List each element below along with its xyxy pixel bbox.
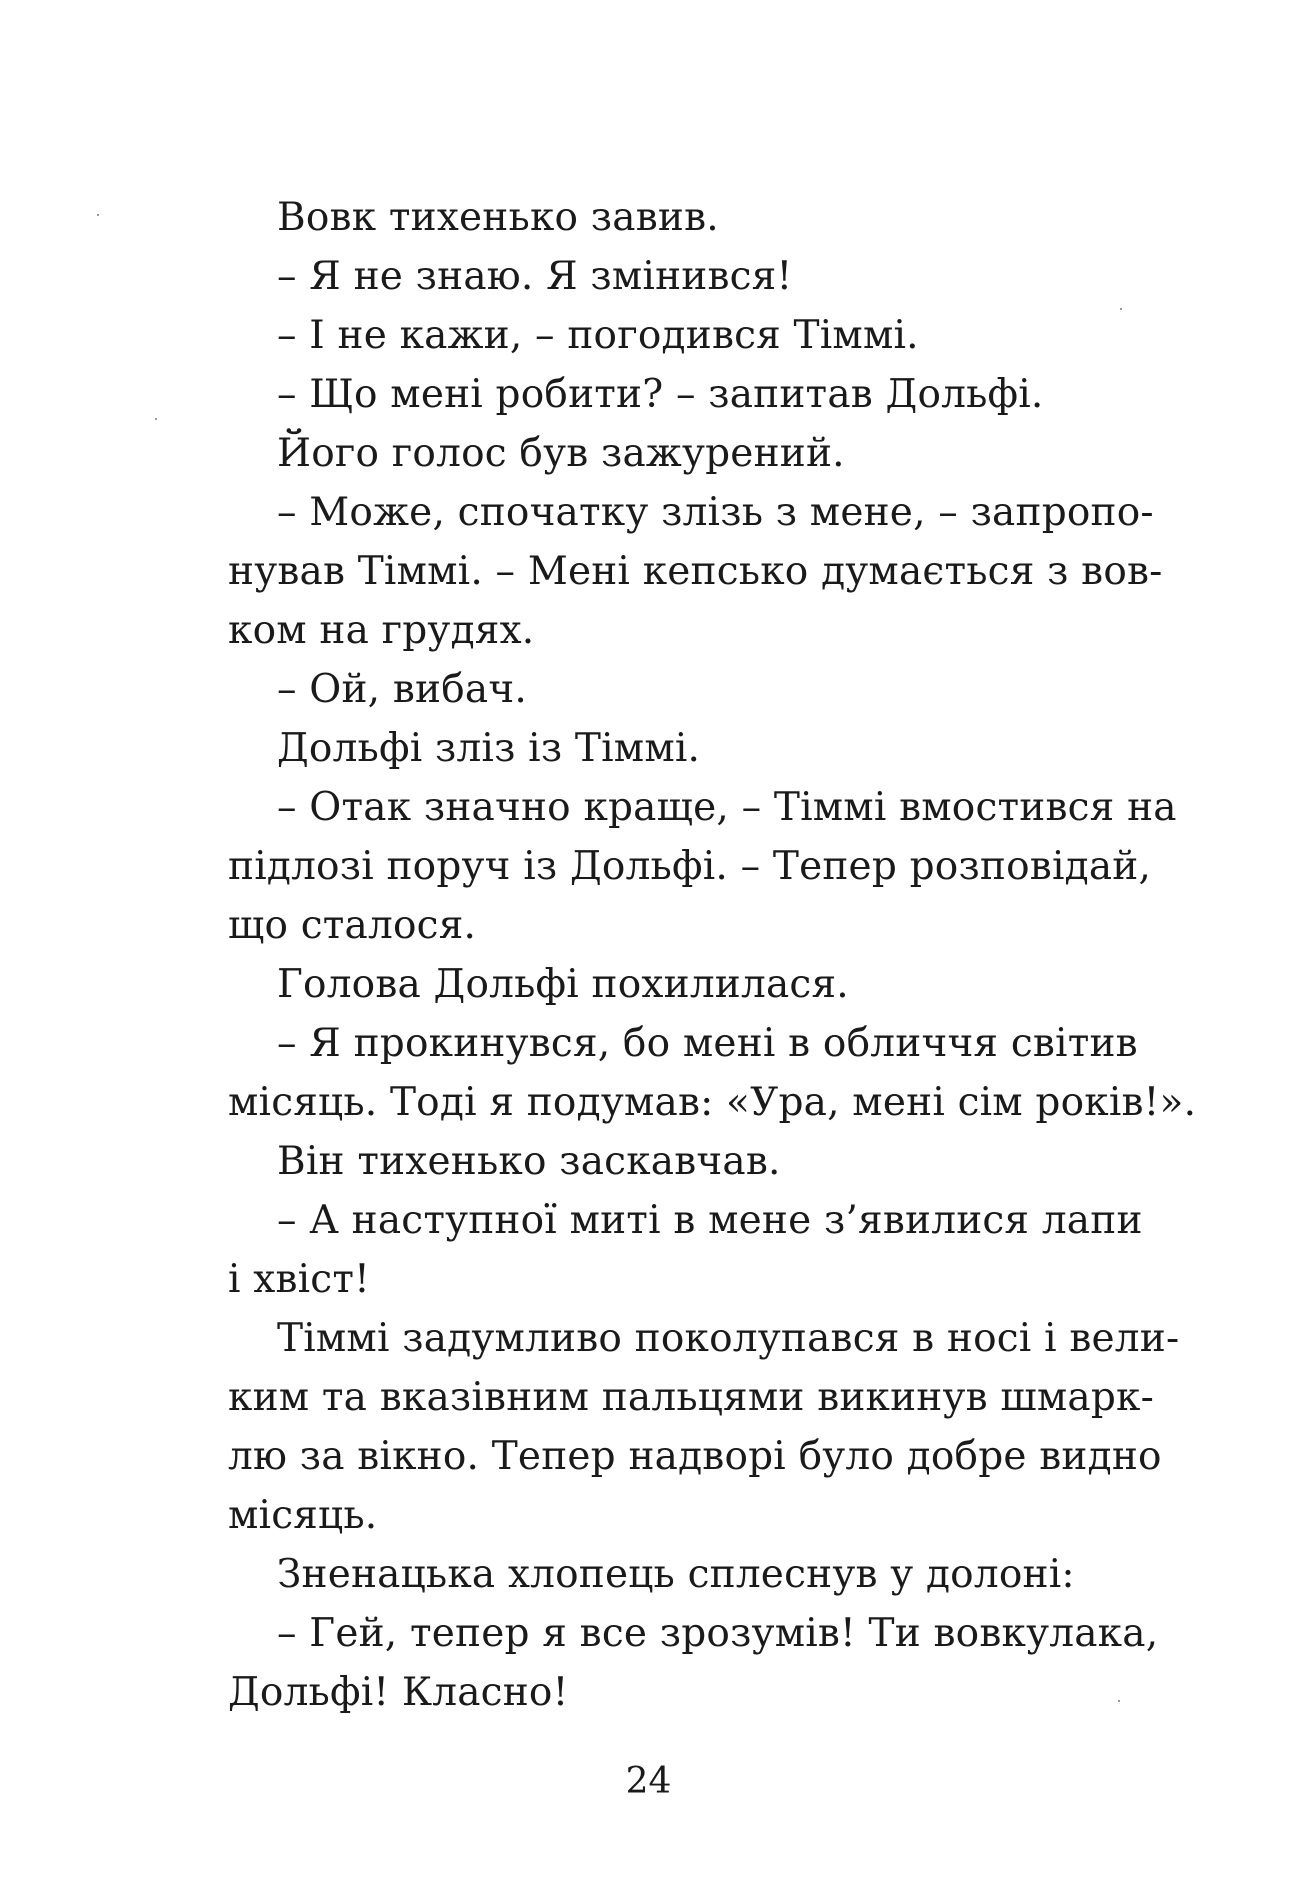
text-line: і хвіст! — [228, 1257, 370, 1302]
text-line: Голова Дольфі похилилася. — [277, 962, 849, 1007]
text-line: нував Тіммі. – Мені кепсько думається з вов- — [228, 549, 1163, 594]
text-line: – Може, спочатку злізь з мене, – запропо- — [277, 490, 1154, 535]
text-line: – Я не знаю. Я змінився! — [277, 254, 793, 299]
text-line: – Що мені робити? – запитав Дольфі. — [277, 372, 1044, 417]
text-line: Він тихенько заскавчав. — [277, 1139, 781, 1184]
text-line: Тіммі задумливо поколупався в носі і вели- — [277, 1316, 1180, 1361]
text-line: – Отак значно краще, – Тіммі вмостився на — [277, 785, 1177, 830]
text-line: Дольфі! Класно! — [228, 1670, 569, 1715]
scan-speck — [97, 214, 99, 216]
text-line: Зненацька хлопець сплеснув у долоні: — [277, 1552, 1075, 1597]
page-number: 24 — [625, 1761, 672, 1802]
text-line: – Гей, тепер я все зрозумів! Ти вовкулака, — [277, 1611, 1159, 1656]
scan-speck — [1118, 1700, 1120, 1702]
text-line: ким та вказівним пальцями викинув шмарк- — [228, 1375, 1154, 1420]
text-line: що сталося. — [228, 903, 477, 948]
text-line: Його голос був зажурений. — [277, 431, 845, 476]
page-text — [228, 188, 1197, 1722]
text-line: – І не кажи, – погодився Тіммі. — [277, 313, 919, 358]
text-line: – Ой, вибач. — [277, 667, 527, 712]
text-line: ком на грудях. — [228, 608, 535, 653]
text-line: – А наступної миті в мене з’явилися лапи — [277, 1198, 1143, 1243]
scan-speck — [155, 418, 157, 420]
text-line: місяць. Тоді я подумав: «Ура, мені сім років!». — [228, 1080, 1197, 1125]
scan-speck — [1120, 308, 1122, 310]
text-line: Вовк тихенько завив. — [277, 195, 719, 240]
text-line: Дольфі зліз із Тіммі. — [277, 726, 701, 771]
text-line: лю за вікно. Тепер надворі було добре видно — [228, 1434, 1162, 1479]
text-line: – Я прокинувся, бо мені в обличчя світив — [277, 1021, 1138, 1066]
text-line: підлозі поруч із Дольфі. – Тепер розповідай, — [228, 844, 1152, 889]
text-line: місяць. — [228, 1493, 378, 1538]
